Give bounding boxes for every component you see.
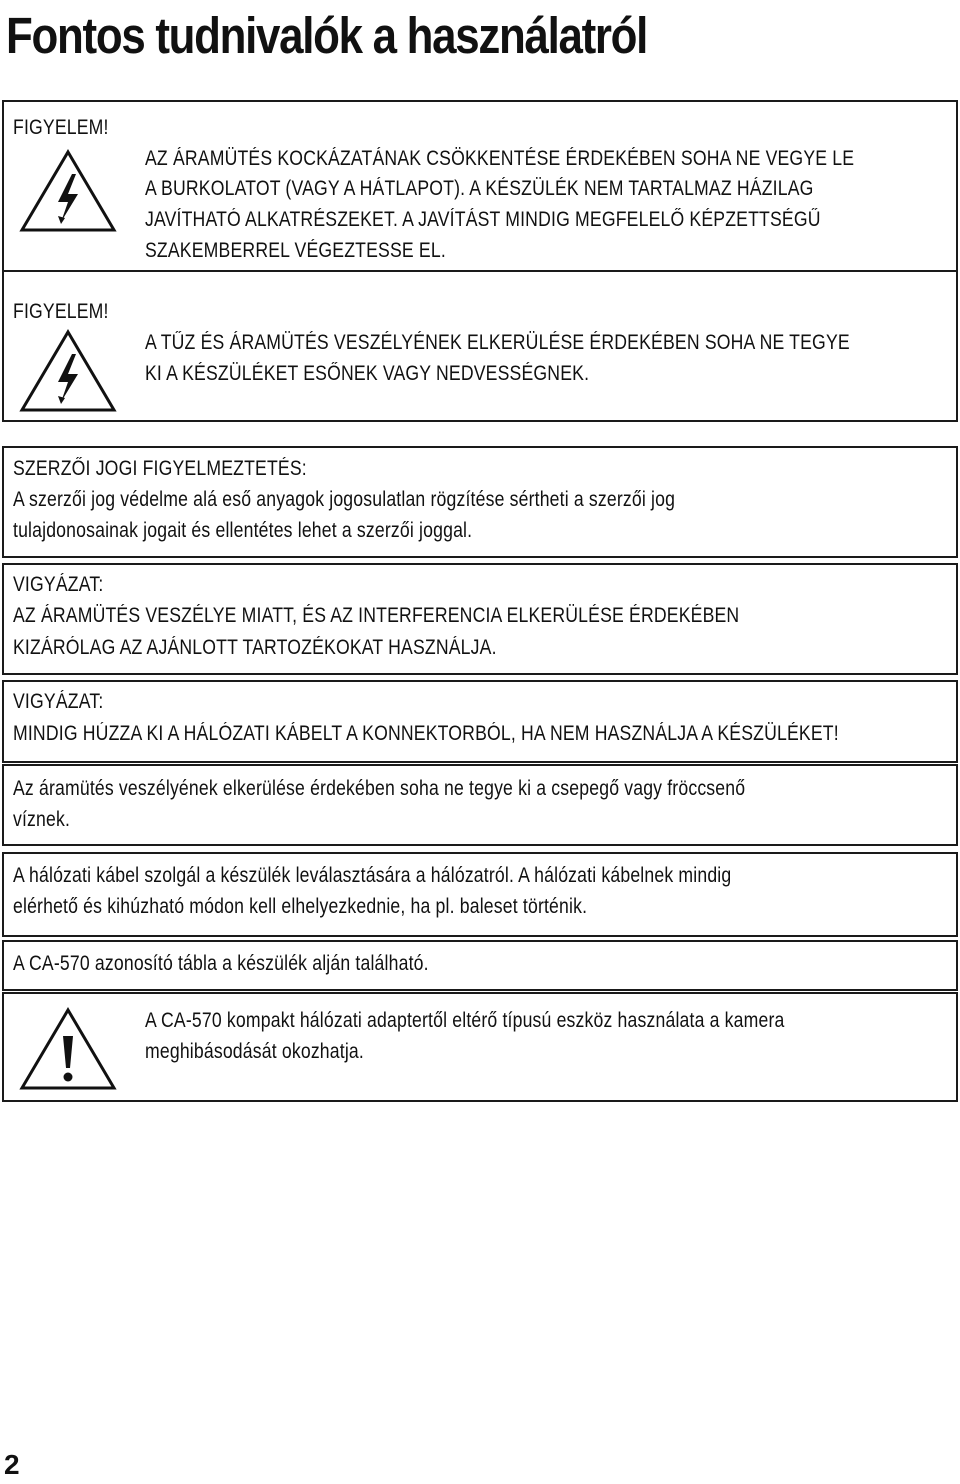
warning1-label: FIGYELEM!	[13, 116, 109, 139]
exclamation-warning-icon	[18, 1006, 118, 1092]
copyright-heading: SZERZŐI JOGI FIGYELMEZTETÉS:	[13, 457, 307, 480]
caution-line: MINDIG HÚZZA KI A HÁLÓZATI KÁBELT A KONNEKTORBÓL, HA NEM HASZNÁLJA A KÉSZÜLÉKET!	[13, 722, 839, 745]
caution-heading: VIGYÁZAT:	[13, 690, 104, 713]
caution-line: AZ ÁRAMÜTÉS VESZÉLYE MIATT, ÉS AZ INTERFERENCIA ELKERÜLÉSE ÉRDEKÉBEN	[13, 604, 740, 627]
warning2-label: FIGYELEM!	[13, 300, 109, 323]
id-plate-line: A CA-570 azonosító tábla a készülék alján található.	[13, 952, 429, 975]
copyright-line: A szerzői jog védelme alá eső anyagok jogosulatlan rögzítése sértheti a szerzői jog	[13, 488, 676, 511]
page-title: Fontos tudnivalók a használatról	[6, 7, 648, 64]
lightning-warning-icon	[18, 328, 118, 414]
adapter-line: meghibásodását okozhatja.	[145, 1040, 364, 1063]
warning1-line: SZAKEMBERREL VÉGEZTESSE EL.	[145, 239, 446, 262]
cable-line: elérhető és kihúzható módon kell elhelyezkednie, ha pl. baleset történik.	[13, 895, 588, 918]
cable-line: A hálózati kábel szolgál a készülék leválasztására a hálózatról. A hálózati kábelnek mindig	[13, 864, 732, 887]
drip-line: víznek.	[13, 808, 71, 831]
adapter-line: A CA-570 kompakt hálózati adaptertől eltérő típusú eszköz használata a kamera	[145, 1009, 785, 1032]
warning1-line: AZ ÁRAMÜTÉS KOCKÁZATÁNAK CSÖKKENTÉSE ÉRDEKÉBEN SOHA NE VEGYE LE	[145, 147, 855, 170]
warning1-line: A BURKOLATOT (VAGY A HÁTLAPOT). A KÉSZÜLÉK NEM TARTALMAZ HÁZILAG	[145, 177, 814, 200]
lightning-warning-icon	[18, 148, 118, 234]
caution-line: KIZÁRÓLAG AZ AJÁNLOTT TARTOZÉKOKAT HASZNÁLJA.	[13, 636, 497, 659]
copyright-line: tulajdonosainak jogait és ellentétes lehet a szerzői joggal.	[13, 519, 473, 542]
warning1-line: JAVÍTHATÓ ALKATRÉSZEKET. A JAVÍTÁST MINDIG MEGFELELŐ KÉPZETTSÉGŰ	[145, 208, 821, 231]
drip-line: Az áramütés veszélyének elkerülése érdekében soha ne tegye ki a csepegő vagy fröccsenő	[13, 777, 746, 800]
page-number: 2	[4, 1449, 20, 1480]
warning2-line: A TŰZ ÉS ÁRAMÜTÉS VESZÉLYÉNEK ELKERÜLÉSE ÉRDEKÉBEN SOHA NE TEGYE	[145, 331, 850, 354]
divider	[2, 270, 958, 272]
caution-heading: VIGYÁZAT:	[13, 573, 104, 596]
warning2-line: KI A KÉSZÜLÉKET ESŐNEK VAGY NEDVESSÉGNEK.	[145, 362, 590, 385]
